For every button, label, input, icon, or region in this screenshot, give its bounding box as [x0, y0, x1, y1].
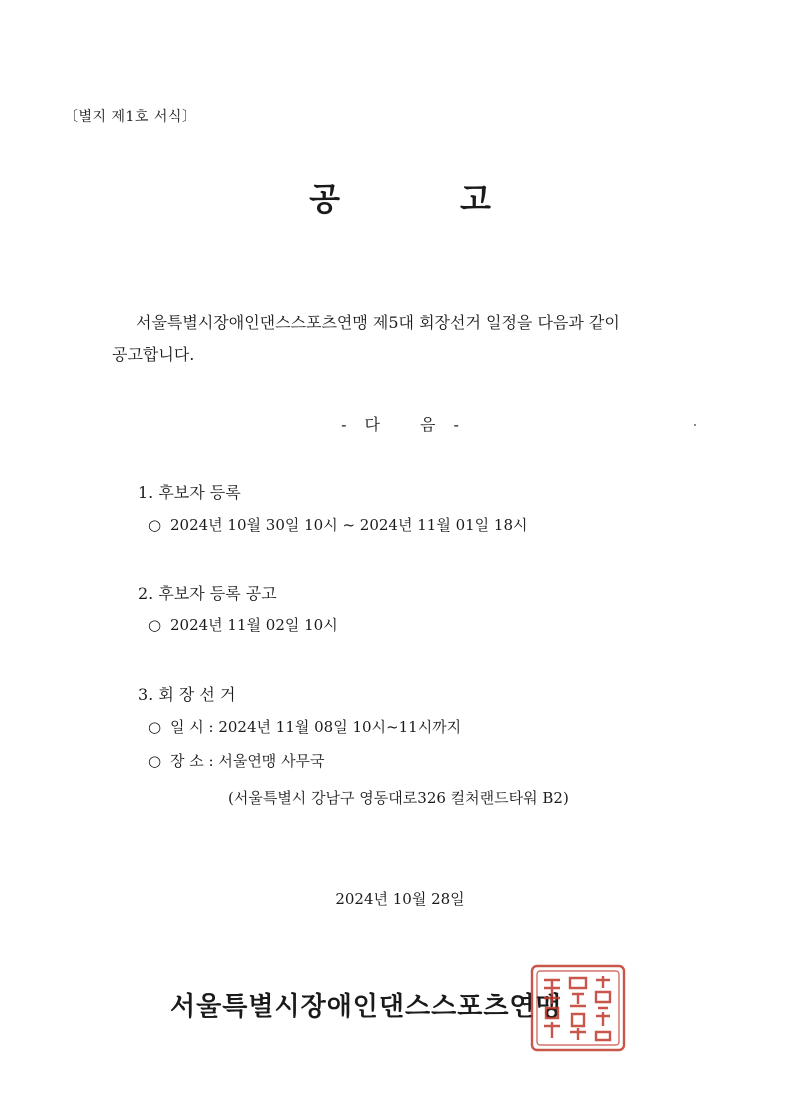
separator-dash-left: -: [341, 415, 347, 434]
notice-date: 2024년 10월 28일: [335, 890, 465, 908]
section-2-heading: 2. 후보자 등록 공고: [138, 584, 277, 603]
section-3-heading: 3. 회 장 선 거: [138, 685, 236, 704]
page-title: [0, 174, 800, 220]
title-char-1: 공: [309, 180, 340, 218]
section-3-item-1: [148, 716, 461, 737]
section-2-item: [148, 614, 338, 635]
section-3-item-2: [148, 750, 325, 771]
official-seal-icon: [528, 962, 628, 1054]
scan-speck: [694, 424, 696, 426]
section-1-heading: 1. 후보자 등록: [138, 483, 241, 502]
form-label: 〔별지 제1호 서식〕: [64, 109, 197, 125]
section-2-item-text: 2024년 11월 02일 10시: [170, 616, 338, 634]
venue-address: (서울특별시 강남구 영동대로326 컬처랜드타워 B2): [228, 789, 569, 807]
section-1-item-text: 2024년 10월 30일 10시 ~ 2024년 11월 01일 18시: [170, 516, 528, 534]
intro-line-2: 공고합니다.: [112, 345, 195, 364]
separator-char-2: 음: [420, 415, 436, 434]
issuer-signature: 서울특별시장애인댄스스포츠연맹: [170, 992, 562, 1022]
section-3-item-1-text: 일 시 : 2024년 11월 08일 10시~11시까지: [170, 718, 462, 736]
section-3-item-2-text: 장 소 : 서울연맹 사무국: [170, 752, 325, 770]
title-char-2: 고: [460, 180, 491, 218]
intro-line-1: 서울특별시장애인댄스스포츠연맹 제5대 회장선거 일정을 다음과 같이: [136, 313, 620, 332]
bullet-circle: ○: [148, 752, 162, 770]
separator-char-1: 다: [364, 415, 380, 434]
bullet-circle: ○: [148, 616, 162, 634]
bullet-circle: ○: [148, 718, 162, 736]
section-1-item: [148, 514, 528, 535]
separator-dash-right: -: [453, 415, 459, 434]
separator: [0, 412, 800, 435]
bullet-circle: ○: [148, 516, 162, 534]
